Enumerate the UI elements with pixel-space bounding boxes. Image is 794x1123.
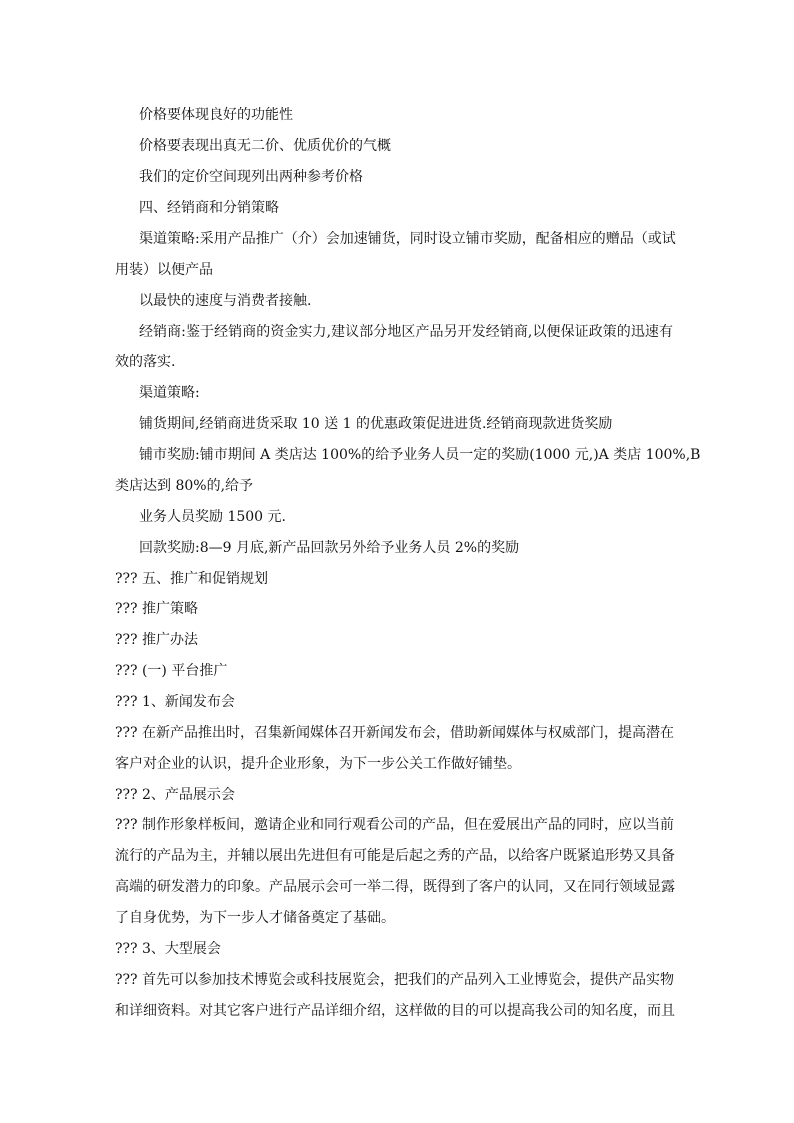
text-line: 以最快的速度与消费者接触. [139, 293, 312, 309]
text-line: 渠道策略: [139, 385, 200, 401]
text-line: 经销商:鉴于经销商的资金实力,建议部分地区产品另开发经销商,以便保证政策的迅速有 [139, 324, 673, 340]
text-line: ??? 2、产品展示会 [115, 787, 235, 803]
text-line: 铺市奖励:铺市期间 A 类店达 100%的给予业务人员一定的奖励(1000 元,)A 类店 100%,B [139, 447, 701, 463]
text-line: 了自身优势，为下一步人才储备奠定了基础。 [115, 910, 395, 926]
text-line: 类店达到 80%的,给予 [115, 478, 254, 494]
text-line: 价格要体现良好的功能性 [139, 107, 293, 123]
text-line: 我们的定价空间现列出两种参考价格 [139, 169, 363, 185]
text-line: 效的落实. [115, 354, 176, 370]
section-heading: 四、经销商和分销策略 [139, 200, 279, 216]
text-line: 价格要表现出真无二价、优质优价的气概 [139, 138, 391, 154]
text-line: 渠道策略:采用产品推广（介）会加速铺货，同时设立铺市奖励，配备相应的赠品（或试 [139, 231, 676, 247]
text-line: ??? 推广办法 [115, 632, 198, 648]
text-line: 高端的研发潜力的印象。产品展示会可一举二得，既得到了客户的认同，又在同行领域显露 [115, 879, 675, 895]
section-heading: ??? 五、推广和促销规划 [115, 571, 268, 587]
text-line: 和详细资料。对其它客户进行产品详细介绍，这样做的目的可以提高我公司的知名度，而且 [115, 1003, 675, 1019]
text-line: ??? 在新产品推出时，召集新闻媒体召开新闻发布会，借助新闻媒体与权威部门，提高潜在 [115, 725, 674, 741]
text-line: 客户对企业的认识，提升企业形象，为下一步公关工作做好铺垫。 [115, 756, 521, 772]
text-line: ??? 推广策略 [115, 601, 198, 617]
text-line: 铺货期间,经销商进货采取 10 送 1 的优惠政策促进进货.经销商现款进货奖励 [139, 416, 613, 432]
text-line: 流行的产品为主，并辅以展出先进但有可能是后起之秀的产品，以给客户既紧追形势又具备 [115, 848, 675, 864]
text-line: 用装）以便产品 [115, 262, 213, 278]
text-line: ??? 1、新闻发布会 [115, 694, 235, 710]
text-line: 业务人员奖励 1500 元. [139, 509, 286, 525]
section-heading: ??? (一) 平台推广 [115, 663, 228, 679]
text-line: 回款奖励:8—9 月底,新产品回款另外给予业务人员 2%的奖励 [139, 540, 520, 556]
text-line: ??? 制作形象样板间，邀请企业和同行观看公司的产品，但在爱展出产品的同时，应以当前 [115, 817, 674, 833]
text-line: ??? 3、大型展会 [115, 941, 221, 957]
text-line: ??? 首先可以参加技术博览会或科技展览会，把我们的产品列入工业博览会，提供产品实物 [115, 972, 674, 988]
